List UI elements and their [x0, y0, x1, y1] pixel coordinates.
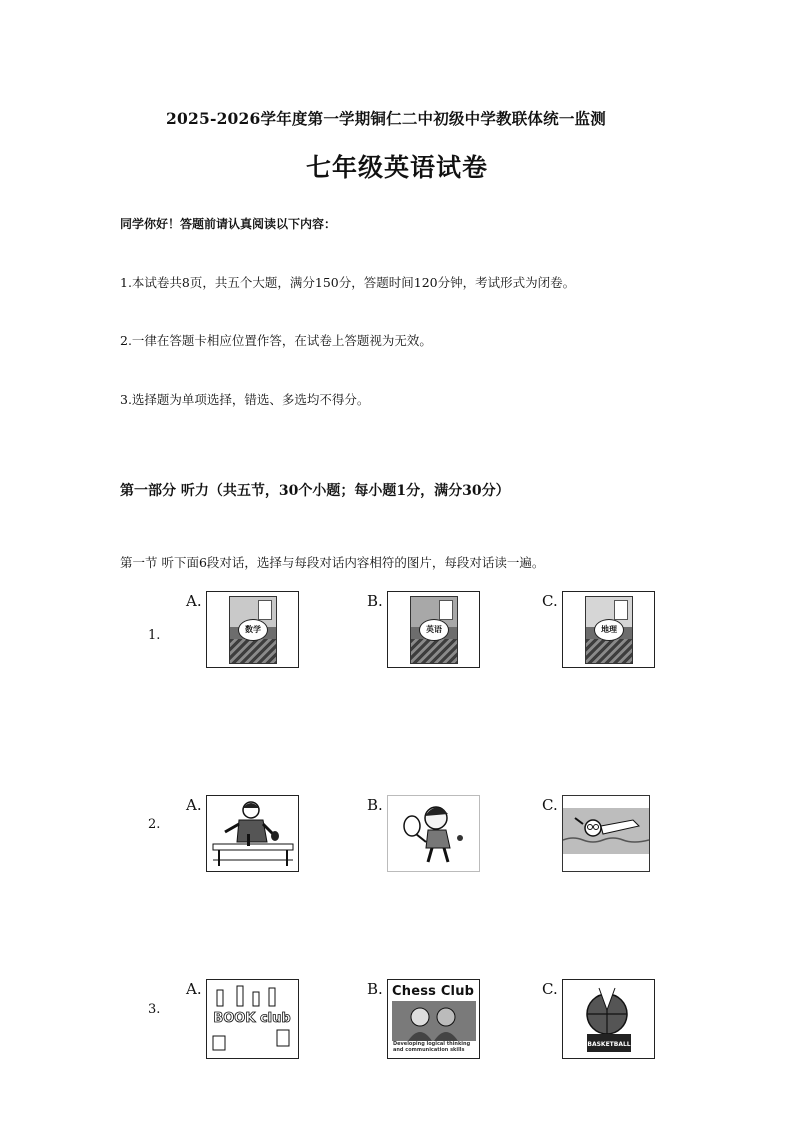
q3-option-a-label: A.	[186, 980, 202, 998]
q3-option-a-image	[206, 979, 299, 1059]
ping-pong-player-icon	[207, 796, 297, 870]
basketball-text: BASKETBALL	[587, 1041, 631, 1048]
chess-club-title: Chess Club	[392, 984, 475, 999]
q1-option-b-image	[387, 591, 480, 668]
question-3-number: 3.	[148, 1002, 161, 1017]
q1-option-a-label: A.	[186, 592, 202, 610]
instructions-greeting: 同学你好！答题前请认真阅读以下内容：	[120, 217, 337, 231]
section1-instructions: 第一节 听下面6段对话，选择与每段对话内容相符的图片，每段对话读一遍。	[120, 555, 545, 570]
q3-option-c-image	[562, 979, 655, 1059]
english-textbook-icon	[410, 596, 458, 664]
geography-textbook-icon	[585, 596, 633, 664]
q2-option-a-label: A.	[186, 796, 202, 814]
q1-a-book-title: 数学	[238, 619, 268, 641]
book-club-icon	[207, 980, 297, 1057]
chess-players-icon	[392, 1001, 476, 1041]
q2-option-c-image	[562, 795, 650, 872]
q3-option-c-label: C.	[542, 980, 558, 998]
q1-c-book-title: 地理	[594, 619, 624, 641]
exam-title: 七年级英语试卷	[305, 153, 488, 182]
q1-option-b-label: B.	[367, 592, 383, 610]
q3-option-b-image	[387, 979, 480, 1059]
q1-b-book-title: 英语	[419, 619, 449, 641]
q2-option-b-label: B.	[367, 796, 383, 814]
q1-option-c-image	[562, 591, 655, 668]
chess-club-caption: Developing logical thinking and communication skills	[393, 1041, 471, 1053]
exam-header: 2025-2026学年度第一学期铜仁二中初级中学教联体统一监测	[166, 109, 606, 128]
q2-option-a-image	[206, 795, 299, 872]
part1-heading: 第一部分 听力（共五节，30个小题；每小题1分，满分30分）	[120, 483, 510, 499]
instruction-note-3: 3.选择题为单项选择，错选、多选均不得分。	[120, 392, 370, 407]
instruction-note-1: 1.本试卷共8页，共五个大题，满分150分，答题时间120分钟，考试形式为闭卷。	[120, 275, 576, 290]
question-2-number: 2.	[148, 817, 161, 832]
tennis-player-icon	[388, 796, 478, 870]
basketball-club-icon	[563, 980, 653, 1057]
q1-option-c-label: C.	[542, 592, 558, 610]
question-1-number: 1.	[148, 628, 161, 643]
q3-option-b-label: B.	[367, 980, 383, 998]
q2-option-c-label: C.	[542, 796, 558, 814]
book-club-text: BOOK club	[213, 1011, 291, 1026]
instruction-note-2: 2.一律在答题卡相应位置作答，在试卷上答题视为无效。	[120, 333, 432, 348]
swimmer-icon	[563, 796, 649, 870]
q2-option-b-image	[387, 795, 480, 872]
q1-option-a-image	[206, 591, 299, 668]
math-textbook-icon	[229, 596, 277, 664]
